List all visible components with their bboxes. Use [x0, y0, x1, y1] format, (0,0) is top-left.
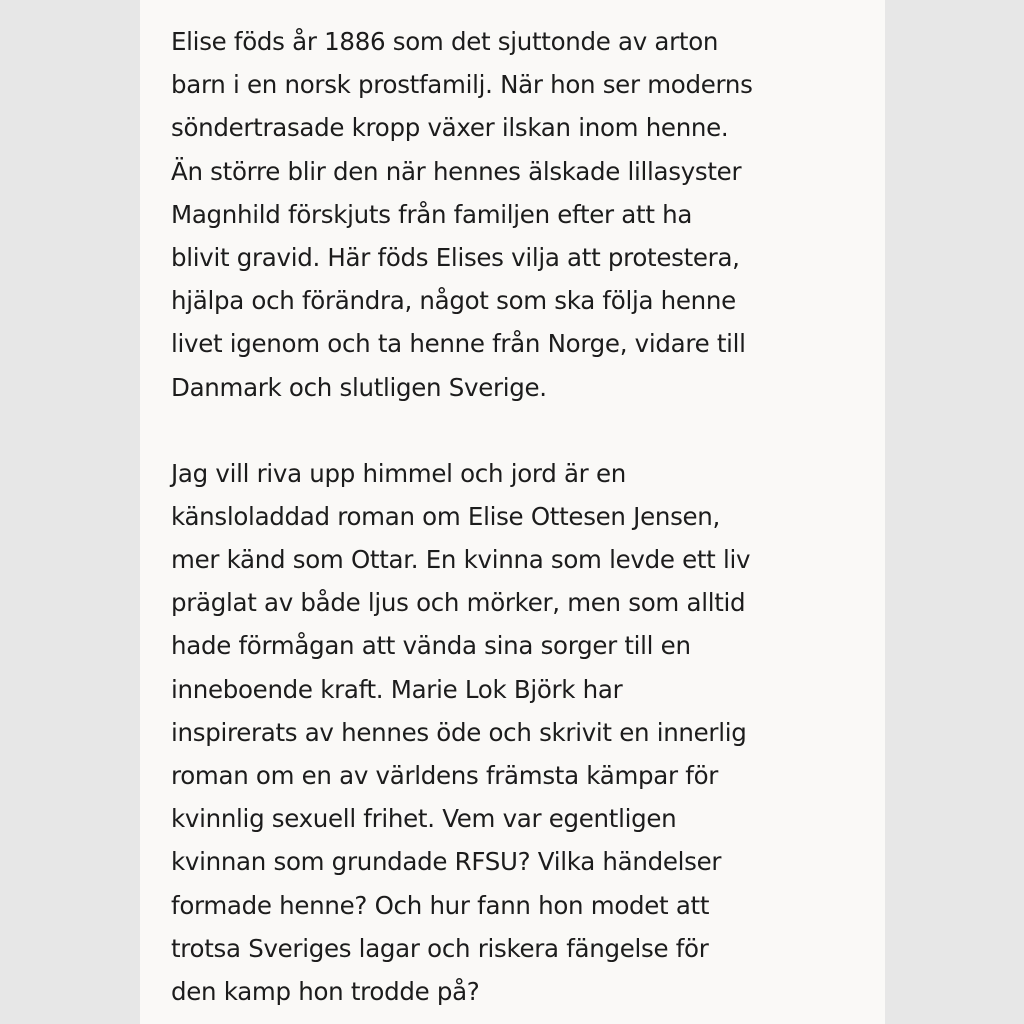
text-line: Jag vill riva upp himmel och jord är en	[171, 458, 626, 488]
text-line: trotsa Sveriges lagar och riskera fängelse för	[171, 933, 709, 963]
text-line: inneboende kraft. Marie Lok Björk har	[171, 674, 623, 704]
text-line: formade henne? Och hur fann hon modet att	[171, 890, 710, 920]
text-line: Elise föds år 1886 som det sjuttonde av arton	[171, 27, 719, 56]
text-line: präglat av både ljus och mörker, men som alltid	[171, 588, 746, 618]
text-line: Magnhild förskjuts från familjen efter att ha	[171, 199, 693, 229]
text-line: Danmark och slutligen Sverige.	[171, 372, 547, 402]
text-line: hade förmågan att vända sina sorger till en	[171, 631, 691, 661]
text-line: söndertrasade kropp växer ilskan inom henne.	[171, 113, 729, 143]
text-line: mer känd som Ottar. En kvinna som levde ett liv	[171, 545, 751, 575]
paragraph-1	[171, 20, 885, 409]
text-line: kvinnlig sexuell frihet. Vem var egentligen	[171, 804, 677, 834]
text-page	[140, 0, 885, 1024]
text-line: inspirerats av hennes öde och skrivit en innerlig	[171, 717, 747, 747]
text-line: roman om en av världens främsta kämpar för	[171, 761, 719, 790]
text-line: blivit gravid. Här föds Elises vilja att protestera,	[171, 242, 740, 272]
text-line: livet igenom och ta henne från Norge, vidare till	[171, 329, 746, 359]
text-line: den kamp hon trodde på?	[171, 976, 480, 1006]
text-line: känsloladdad roman om Elise Ottesen Jensen,	[171, 501, 721, 531]
text-line: Än större blir den när hennes älskade lillasyster	[171, 156, 742, 186]
text-line: kvinnan som grundade RFSU? Vilka händelser	[171, 847, 722, 877]
text-line: hjälpa och förändra, något som ska följa henne	[171, 286, 736, 316]
paragraph-2	[171, 452, 885, 1013]
text-line: barn i en norsk prostfamilj. När hon ser moderns	[171, 70, 753, 100]
